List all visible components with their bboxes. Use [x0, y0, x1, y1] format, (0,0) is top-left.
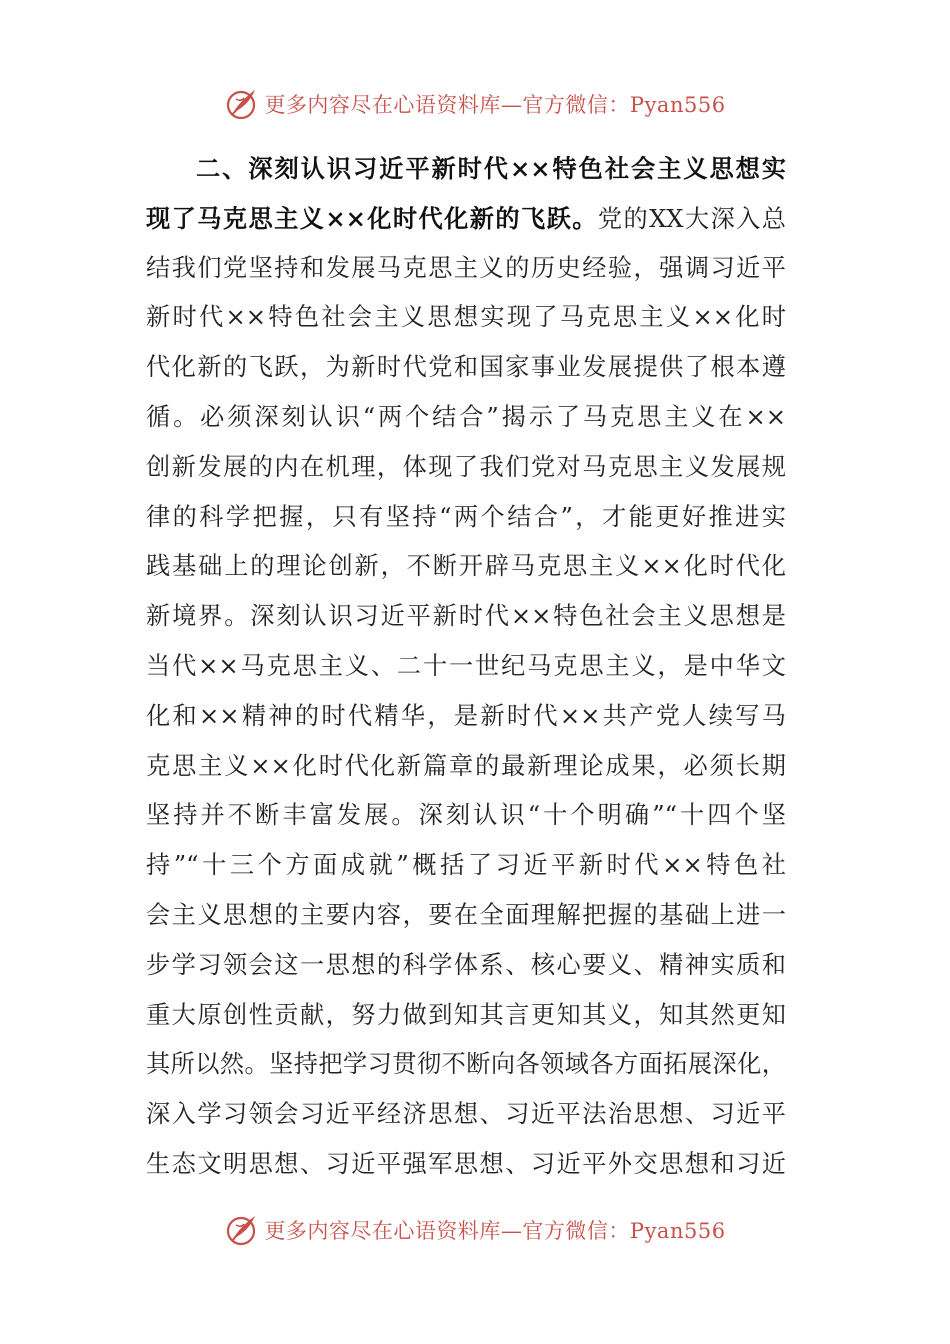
body-text-part: 新境界。深刻认识习近平新时代××特色社会主义思想是	[146, 602, 786, 631]
body-line	[146, 841, 786, 891]
body-text-part: 步学习领会这一思想的科学体系、核心要义、精神实质和	[146, 950, 786, 979]
body-text-part: 结我们党坚持和发展马克思主义的历史经验，强调习近平	[146, 253, 786, 282]
footer-watermark-banner	[0, 1208, 950, 1252]
body-text-part: 坚持并不断丰富发展。深刻认识“十个明确”“十四个坚	[146, 801, 786, 830]
body-text-part: 新时代××特色社会主义思想实现了马克思主义××化时	[146, 303, 786, 332]
body-line	[146, 542, 786, 592]
body-line	[146, 742, 786, 792]
body-text-part: 循。必须深刻认识“两个结合”揭示了马克思主义在××	[146, 402, 786, 431]
body-text-part: 其所以然。坚持把学习贯彻不断向各领域各方面拓展深化，	[146, 1050, 786, 1079]
body-text-part: 重大原创性贡献，努力做到知其言更知其义，知其然更知	[146, 1000, 786, 1029]
body-line	[146, 642, 786, 692]
document-body	[146, 144, 786, 1190]
section-heading-part: 现了马克思主义××化时代化新的飞跃。	[146, 203, 598, 233]
body-line	[146, 244, 786, 294]
body-line	[146, 592, 786, 642]
header-watermark-banner	[0, 82, 950, 126]
body-line	[146, 1040, 786, 1090]
body-text-part: 党的XX大深入总	[597, 204, 786, 233]
body-line	[146, 443, 786, 493]
quill-logo-icon	[224, 1212, 260, 1248]
body-text-part: 当代××马克思主义、二十一世纪马克思主义，是中华文	[146, 651, 786, 680]
body-text-part: 深入学习领会习近平经济思想、习近平法治思想、习近平	[146, 1100, 786, 1129]
body-line	[146, 991, 786, 1041]
body-line	[146, 393, 786, 443]
body-text-part: 生态文明思想、习近平强军思想、习近平外交思想和习近	[146, 1149, 786, 1178]
body-line	[146, 941, 786, 991]
body-text-part: 律的科学把握，只有坚持“两个结合”，才能更好推进实	[146, 502, 786, 531]
body-line	[146, 692, 786, 742]
body-line	[146, 891, 786, 941]
body-text-part: 克思主义××化时代化新篇章的最新理论成果，必须长期	[146, 751, 786, 780]
body-line	[146, 1090, 786, 1140]
body-line	[146, 144, 786, 194]
section-heading-part: 二、深刻认识习近平新时代××特色社会主义思想实	[196, 154, 786, 183]
body-text-part: 会主义思想的主要内容，要在全面理解把握的基础上进一	[146, 900, 786, 929]
body-text-part: 持”“十三个方面成就”概括了习近平新时代××特色社	[146, 851, 786, 880]
body-line	[146, 1140, 786, 1190]
watermark-text: 更多内容尽在心语资料库—官方微信：Pyan556	[264, 1219, 726, 1243]
body-line	[146, 343, 786, 393]
watermark-text: 更多内容尽在心语资料库—官方微信：Pyan556	[264, 93, 726, 117]
body-line	[146, 194, 786, 244]
body-text-part: 化和××精神的时代精华，是新时代××共产党人续写马	[146, 701, 786, 730]
quill-logo-icon	[224, 86, 260, 122]
body-text-part: 代化新的飞跃，为新时代党和国家事业发展提供了根本遵	[146, 353, 786, 382]
body-line	[146, 293, 786, 343]
body-text-part: 创新发展的内在机理，体现了我们党对马克思主义发展规	[146, 452, 786, 481]
body-line	[146, 493, 786, 543]
body-text-part: 践基础上的理论创新，不断开辟马克思主义××化时代化	[146, 552, 786, 581]
body-line	[146, 791, 786, 841]
